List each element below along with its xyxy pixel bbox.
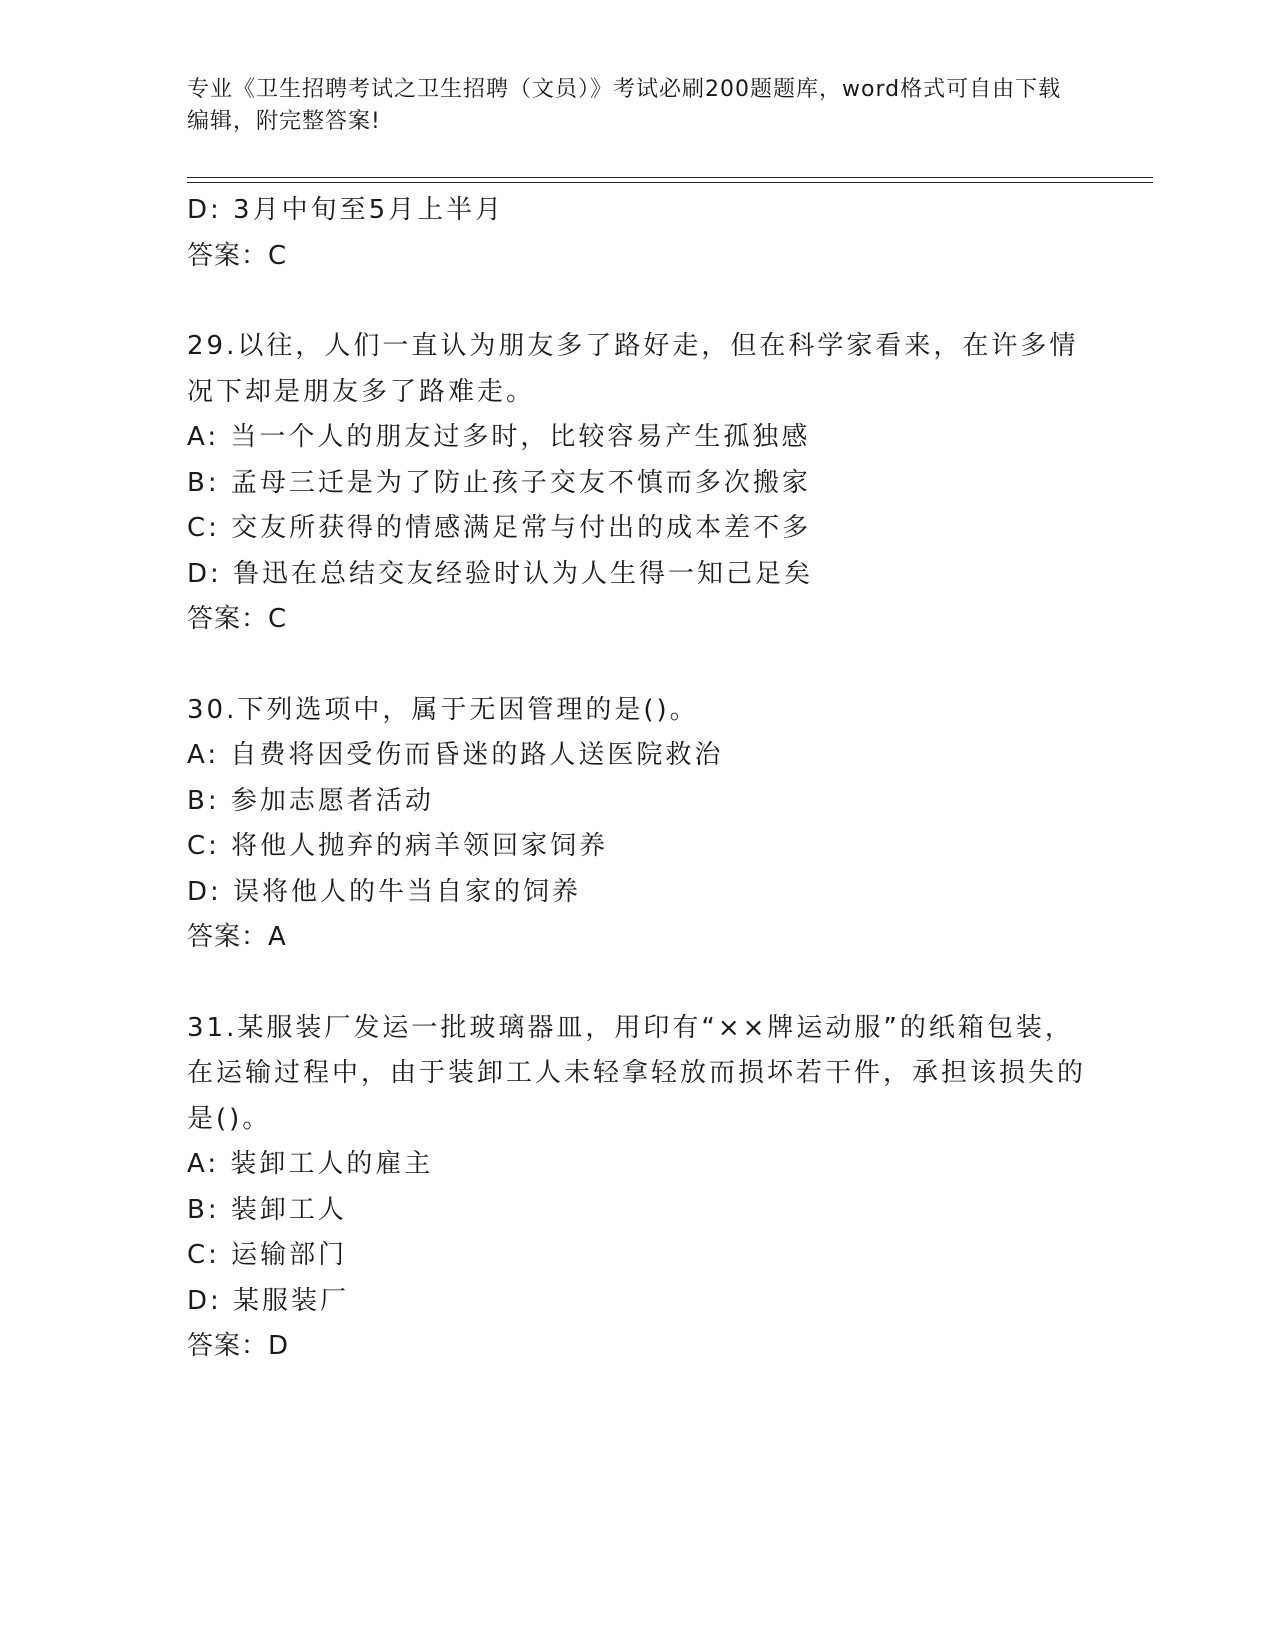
question-31-text: 31.某服装厂发运一批玻璃器皿，用印有“××牌运动服”的纸箱包装，在运输过程中，由于装卸工人未轻拿轻放而损坏若干件，承担该损失的是()。 [187,1012,1087,1134]
spacer [187,279,1087,324]
question-31-option-c: C: 运输部门 [187,1240,348,1270]
question-31-option-d: D: 某服装厂 [187,1285,350,1316]
question-30-text: 30.下列选项中，属于无因管理的是()。 [187,694,699,725]
question-31-option-a: A: 装卸工人的雇主 [187,1149,434,1179]
question-29-option-b: B: 孟母三迁是为了防止孩子交友不慎而多次搬家 [187,467,811,498]
question-29-option-c: C: 交友所获得的情感满足常与付出的成本差不多 [187,513,812,543]
question-content [187,188,1087,1370]
question-30-option-d: D: 误将他人的牛当自家的饲养 [187,876,582,907]
header-rule-bottom [187,182,1153,183]
question-30-option-b: B: 参加志愿者活动 [187,785,434,816]
spacer [187,643,1087,688]
document-header: 专业《卫生招聘考试之卫生招聘（文员）》考试必刷200题题库，word格式可自由下载编辑，附完整答案! [187,77,1062,134]
question-30-option-c: C: 将他人抛弃的病羊领回家饲养 [187,831,609,861]
previous-answer: 答案：C [187,240,288,271]
question-29-option-a: A: 当一个人的朋友过多时，比较容易产生孤独感 [187,422,811,452]
question-30-answer: 答案：A [187,922,287,952]
question-31-answer: 答案：D [187,1331,290,1361]
question-29-option-d: D: 鲁迅在总结交友经验时认为人生得一知己足矣 [187,558,814,589]
question-30-option-a: A: 自费将因受伤而昏迷的路人送医院救治 [187,740,724,770]
question-29-text: 29.以往，人们一直认为朋友多了路好走，但在科学家看来，在许多情况下却是朋友多了路难走。 [187,331,1079,407]
previous-option-d: D: 3月中旬至5月上半月 [187,195,505,225]
question-29-answer: 答案：C [187,604,288,634]
spacer [187,961,1087,1006]
header-rule-top [187,177,1153,178]
question-31-option-b: B: 装卸工人 [187,1194,347,1225]
